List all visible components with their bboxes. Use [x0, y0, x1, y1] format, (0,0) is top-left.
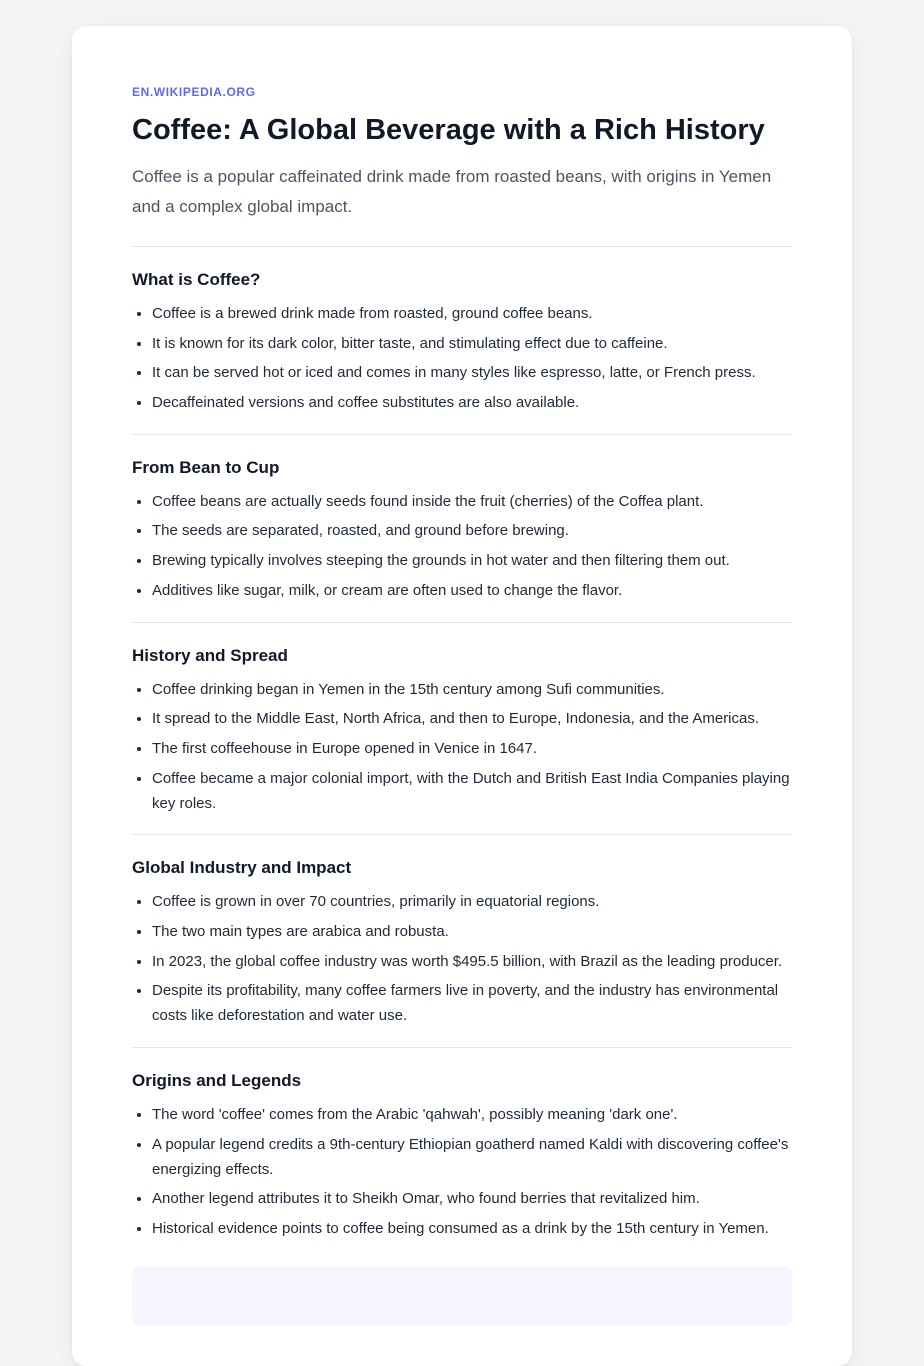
list-item: • Decaffeinated versions and coffee substitutes are also available. — [152, 390, 792, 415]
section-from-bean-to-cup — [132, 434, 792, 622]
article-card — [72, 26, 852, 1366]
list-item: • Coffee drinking began in Yemen in the 15th century among Sufi communities. — [152, 677, 792, 702]
list-item: • In 2023, the global coffee industry was worth $495.5 billion, with Brazil as the leading producer. — [152, 949, 792, 974]
list-item: • Brewing typically involves steeping the grounds in hot water and then filtering them out. — [152, 548, 792, 573]
list-item: • Coffee became a major colonial import, with the Dutch and British East India Companies playing key roles. — [152, 766, 792, 816]
section-origins-and-legends — [132, 1047, 792, 1260]
page-title: Coffee: A Global Beverage with a Rich History — [132, 114, 765, 146]
bullet-list — [132, 1102, 792, 1241]
bullet-list — [132, 301, 792, 415]
section-history-and-spread — [132, 622, 792, 835]
list-item: • A popular legend credits a 9th-century Ethiopian goatherd named Kaldi with discovering coffee's energizing effects. — [152, 1132, 792, 1182]
bullet-list — [132, 489, 792, 603]
section-heading: History and Spread — [132, 645, 288, 665]
list-item: • Additives like sugar, milk, or cream are often used to change the flavor. — [152, 578, 792, 603]
page-summary: Coffee is a popular caffeinated drink made from roasted beans, with origins in Yemen and a complex global impact. — [132, 167, 772, 216]
list-item: • It is known for its dark color, bitter taste, and stimulating effect due to caffeine. — [152, 331, 792, 356]
bullet-list — [132, 889, 792, 1028]
section-what-is-coffee — [132, 246, 792, 434]
section-heading: What is Coffee? — [132, 270, 261, 289]
source-domain: EN.WIKIPEDIA.ORG — [132, 85, 256, 99]
list-item: • It spread to the Middle East, North Africa, and then to Europe, Indonesia, and the Americas. — [152, 706, 792, 731]
list-item: • Coffee beans are actually seeds found inside the fruit (cherries) of the Coffea plant. — [152, 489, 792, 514]
list-item: • Coffee is a brewed drink made from roasted, ground coffee beans. — [152, 301, 792, 326]
list-item: • Another legend attributes it to Sheikh Omar, who found berries that revitalized him. — [152, 1186, 792, 1211]
callout-box — [132, 1266, 792, 1326]
list-item: • The two main types are arabica and robusta. — [152, 919, 792, 944]
list-item: • The word 'coffee' comes from the Arabic 'qahwah', possibly meaning 'dark one'. — [152, 1102, 792, 1127]
list-item: • The first coffeehouse in Europe opened in Venice in 1647. — [152, 736, 792, 761]
section-heading: Global Industry and Impact — [132, 858, 352, 878]
bullet-list — [132, 677, 792, 816]
list-item: • Coffee is grown in over 70 countries, primarily in equatorial regions. — [152, 889, 792, 914]
list-item: • Despite its profitability, many coffee farmers live in poverty, and the industry has environmental costs like deforestation and water use. — [152, 978, 792, 1028]
section-heading: Origins and Legends — [132, 1071, 302, 1090]
list-item: • Historical evidence points to coffee being consumed as a drink by the 15th century in Yemen. — [152, 1216, 792, 1241]
section-heading: From Bean to Cup — [132, 457, 280, 477]
section-global-industry — [132, 834, 792, 1047]
list-item: • It can be served hot or iced and comes in many styles like espresso, latte, or French press. — [152, 360, 792, 385]
list-item: • The seeds are separated, roasted, and ground before brewing. — [152, 518, 792, 543]
